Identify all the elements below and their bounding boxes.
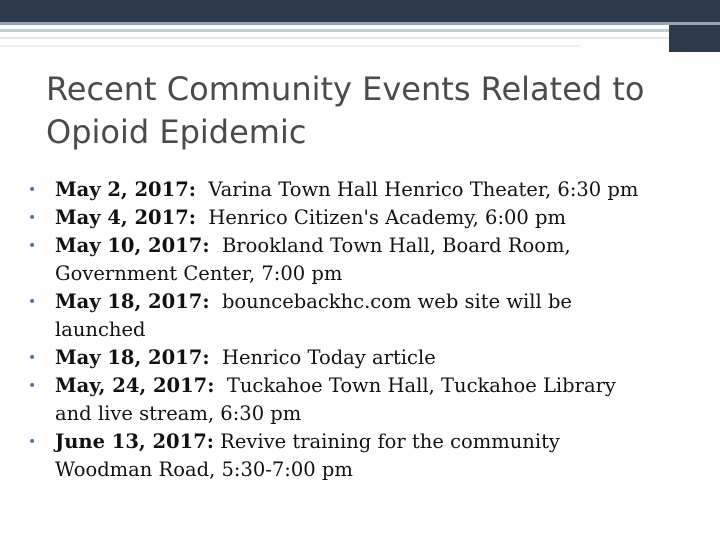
header-stripe [0, 29, 669, 32]
bullet-icon: • [28, 434, 37, 450]
event-text: bouncebackhc.com web site will be [221, 290, 572, 313]
slide-title-line: Opioid Epidemic [46, 113, 307, 151]
event-date: May 18, 2017: [55, 290, 210, 313]
slide-title [46, 68, 686, 154]
event-date: June 13, 2017: [55, 430, 214, 453]
bullet-icon: • [28, 182, 37, 198]
event-item [28, 344, 708, 372]
event-text: Tuckahoe Town Hall, Tuckahoe Library [226, 374, 616, 397]
event-item [28, 428, 708, 484]
event-date: May 4, 2017: [55, 206, 196, 229]
event-text-continued: and live stream, 6:30 pm [55, 402, 302, 425]
bullet-icon: • [28, 210, 37, 226]
event-item [28, 204, 708, 232]
event-item [28, 176, 708, 204]
event-text: Brookland Town Hall, Board Room, [221, 234, 571, 257]
event-text: Revive training for the community [220, 430, 560, 453]
event-date: May 10, 2017: [55, 234, 210, 257]
header-stripe [0, 22, 720, 25]
top-bar [0, 0, 720, 22]
event-item [28, 288, 708, 344]
event-date: May 2, 2017: [55, 178, 196, 201]
event-text: Henrico Today article [221, 346, 436, 369]
event-text-continued: launched [55, 318, 146, 341]
event-list [28, 176, 708, 484]
top-right-block [669, 0, 720, 52]
event-text-continued: Woodman Road, 5:30-7:00 pm [55, 458, 353, 481]
bullet-icon: • [28, 378, 37, 394]
header-stripe [0, 37, 669, 39]
event-text: Henrico Citizen's Academy, 6:00 pm [208, 206, 566, 229]
bullet-icon: • [28, 294, 37, 310]
header-stripe [0, 45, 580, 47]
event-text: Varina Town Hall Henrico Theater, 6:30 pm [208, 178, 639, 201]
event-item [28, 232, 708, 288]
slide-title-line: Recent Community Events Related to [46, 70, 645, 108]
event-text-continued: Government Center, 7:00 pm [55, 262, 343, 285]
event-date: May, 24, 2017: [55, 374, 215, 397]
event-date: May 18, 2017: [55, 346, 210, 369]
bullet-icon: • [28, 350, 37, 366]
bullet-icon: • [28, 238, 37, 254]
event-item [28, 372, 708, 428]
